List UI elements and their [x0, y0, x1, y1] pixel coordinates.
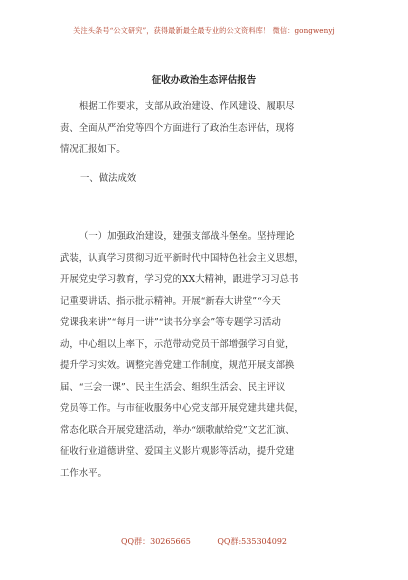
para-line: 记重要讲话、指示批示精神。开展“新春大讲堂”“今天: [60, 295, 281, 307]
para-line: 动，中心组以上率下，示范带动党员干部增强学习自觉，: [60, 338, 295, 350]
para-line: 党员等工作。与市征收服务中心党支部开展党建共建共促，: [60, 403, 304, 414]
para-line: 征收行业道德讲堂、爱国主义影片观影等活动，提升党建: [60, 446, 295, 457]
para-line: 武装，认真学习贯彻习近平新时代中国特色社会主义思想，: [60, 252, 304, 264]
para-line: 开展党史学习教育，学习党的XX大精神，跟进学习习总书: [60, 274, 299, 285]
intro-line: 责、全面从严治党等四个方面进行了政治生态评估，现将: [60, 122, 295, 134]
para-line: 工作水平。: [60, 467, 107, 479]
intro-line: 情况汇报如下。: [60, 144, 126, 155]
header-promo-note: 关注头条号“公文研究”，获得最新最全最专业的公文资料库！ 微信：gongwenyj: [73, 26, 335, 35]
footer-contacts: [0, 536, 408, 547]
para-line: 届、“三会一课”、民主生活会、组织生活会、民主评议: [60, 381, 286, 393]
para-line: 党课我来讲”“每月一讲”“读书分享会”等专题学习活动: [60, 317, 281, 328]
footer-qq-group-1: QQ群：30265665: [120, 537, 191, 546]
para-line: （一）加强政治建设，建强支部战斗堡垒。坚持理论: [79, 231, 295, 242]
intro-paragraph: [60, 96, 352, 161]
intro-line: 根据工作要求，支部从政治建设、作风建设、履职尽: [79, 101, 295, 112]
section-heading: 一、做法成效: [80, 173, 137, 184]
page-title: 征收办政治生态评估报告: [151, 75, 257, 86]
para-line: 提升学习实效。调整完善党建工作制度，规范开展支部换: [60, 360, 295, 371]
body-paragraph: [60, 226, 352, 484]
footer-qq-group-2: QQ群:535304092: [217, 537, 287, 546]
para-line: 常态化联合开展党建活动，举办“颂歌献给党”文艺汇演、: [60, 424, 295, 436]
